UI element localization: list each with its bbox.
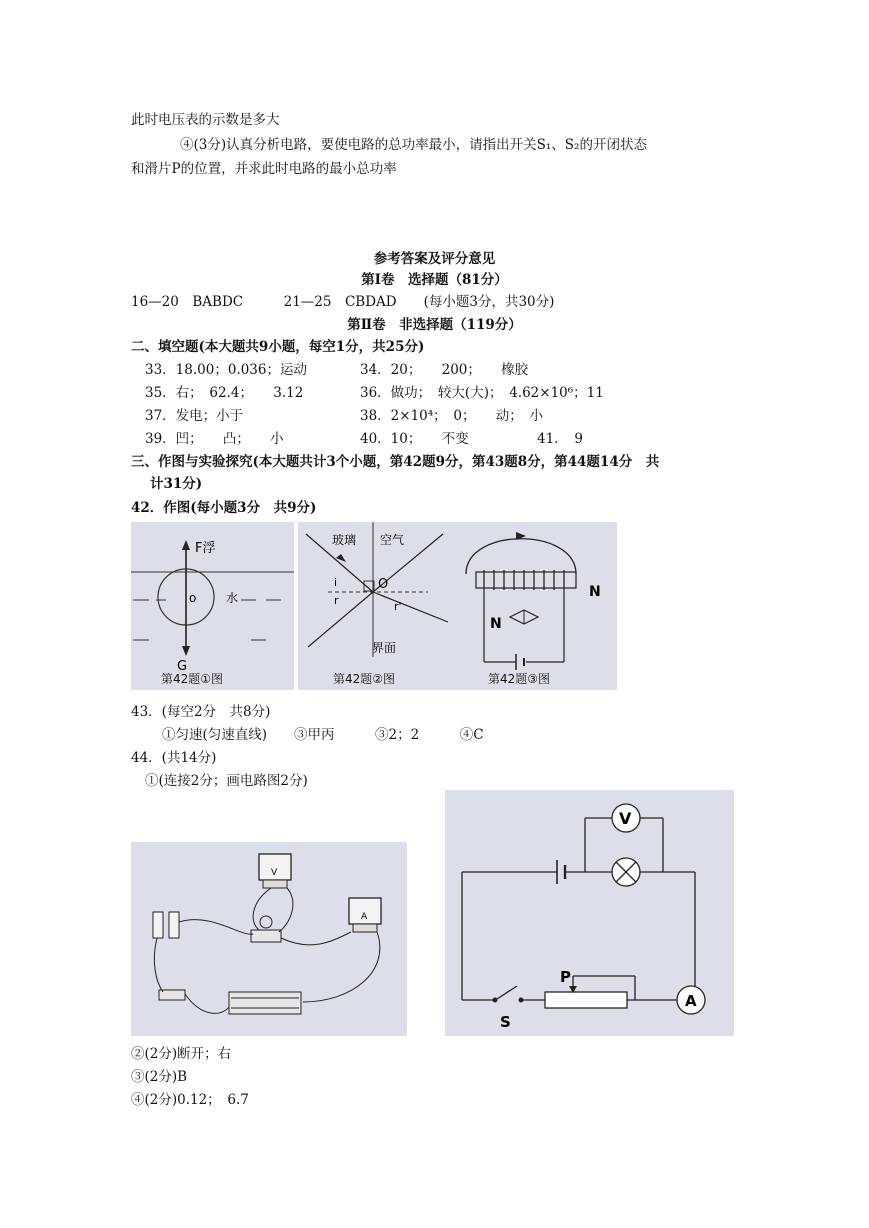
fill-row-right: 34．20； 200； 橡胶 — [360, 362, 529, 378]
q44-title: 44．(共14分) — [131, 750, 217, 766]
ammeter-symbol: A — [685, 992, 697, 1010]
choice-answers: 16—20 BABDC 21—25 CBDAD (每小题3分，共30分) — [131, 294, 555, 310]
fill-row-left: 33．18.00；0.036；运动 — [145, 362, 307, 378]
q43-answers: ①匀速(匀速直线) ③甲丙 ③2；2 ④C — [162, 727, 484, 743]
part1-title: 第Ⅰ卷 选择题（81分） — [361, 272, 508, 288]
refraction-angle-label: r' — [394, 600, 402, 613]
fill-row-extra: 41． 9 — [537, 431, 584, 447]
q44-sub4: ④(2分)0.12； 6.7 — [131, 1092, 249, 1108]
fill-row-left: 39．凹； 凸； 小 — [145, 431, 284, 447]
fill-row-right: 36．做功； 较大(大)； 4.62×10⁶；11 — [360, 385, 604, 401]
answers-title: 参考答案及评分意见 — [373, 251, 496, 267]
center-label: o — [189, 591, 197, 605]
circuit-schematic-figure — [445, 790, 734, 1036]
q44-sub1: ①(连接2分；画电路图2分) — [145, 773, 308, 789]
interface-label: 界面 — [372, 641, 397, 655]
slider-label: P — [560, 968, 571, 986]
refraction-diagram — [298, 522, 456, 690]
reflection-angle-label: r — [334, 594, 339, 607]
ammeter-label: A — [361, 912, 368, 922]
circuit-schematic — [445, 790, 734, 1036]
glass-label: 玻璃 — [332, 533, 357, 547]
incident-angle-label: i — [334, 576, 338, 589]
physical-circuit-drawing — [131, 842, 407, 1036]
water-label: 水 — [226, 591, 239, 605]
question-line-1: 此时电压表的示数是多大 — [131, 112, 280, 128]
fill-row-right: 40．10； 不变 — [360, 431, 469, 447]
part2-title: 第Ⅱ卷 非选择题（119分） — [347, 317, 522, 333]
fill-row-left: 35．右； 62.4； 3.12 — [145, 385, 304, 401]
north-pole-right: N — [589, 584, 601, 600]
figure-42-1 — [131, 522, 294, 690]
buoyancy-diagram — [131, 522, 294, 690]
q43-title: 43．(每空2分 共8分) — [131, 704, 271, 720]
physical-circuit-figure — [131, 842, 407, 1036]
experiment-title-1: 三、作图与实验探究(本大题共计3个小题，第42题9分，第43题8分，第44题14分 共 — [131, 454, 660, 470]
question-line-3: 和滑片P的位置，并求此时电路的最小总功率 — [131, 161, 397, 177]
voltmeter-symbol: V — [619, 809, 632, 828]
fill-row-right: 38．2×10⁴； 0； 动； 小 — [360, 408, 544, 424]
q42-title: 42．作图(每小题3分 共9分) — [131, 500, 317, 516]
gravity-label: G — [177, 659, 188, 674]
q44-sub2: ②(2分)断开；右 — [131, 1046, 232, 1062]
north-pole-needle: N — [490, 616, 502, 632]
q44-sub3: ③(2分)B — [131, 1069, 188, 1085]
question-line-2: ④(3分)认真分析电路，要使电路的总功率最小，请指出开关S₁、S₂的开闭状态 — [180, 137, 647, 153]
electromagnet-diagram — [456, 522, 617, 690]
air-label: 空气 — [380, 533, 405, 547]
figure-42-3 — [456, 522, 617, 690]
experiment-title-2: 计31分) — [150, 476, 203, 492]
point-o-label: O — [378, 577, 389, 592]
switch-label: S — [500, 1013, 511, 1031]
figure-caption: 第42题②图 — [333, 672, 396, 686]
fill-row-left: 37．发电；小于 — [145, 408, 244, 424]
figure-42-2 — [298, 522, 456, 690]
fill-section-title: 二、填空题(本大题共9小题，每空1分，共25分) — [131, 339, 425, 355]
voltmeter-label: V — [271, 868, 278, 878]
figure-caption: 第42题③图 — [488, 672, 551, 686]
figure-caption: 第42题①图 — [161, 672, 224, 686]
buoyancy-label: F浮 — [195, 541, 216, 556]
